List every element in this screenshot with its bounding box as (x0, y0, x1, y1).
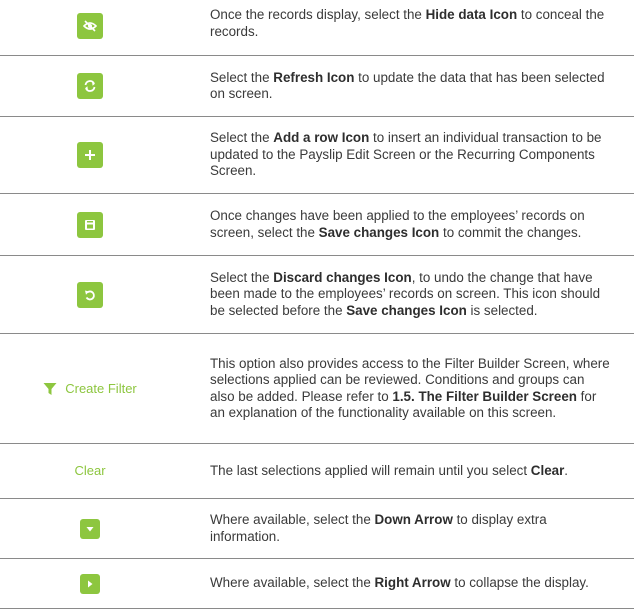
create-filter-button[interactable] (43, 381, 137, 396)
add-row-button[interactable] (77, 142, 103, 168)
description-text: Select the Discard changes Icon, to undo the change that have been made to the employees’ records on screen. This icon should be selected before the Save changes Icon is selected. (210, 269, 601, 318)
table-row-add-row (0, 117, 634, 194)
undo-icon (83, 288, 97, 302)
description-text: Select the Add a row Icon to insert an individual transaction to be updated to the Payslip Edit Screen or the Recurring Components Screen. (210, 130, 602, 179)
icon-cell (0, 194, 180, 255)
save-icon (84, 219, 96, 231)
add-row-icon (84, 149, 96, 161)
description-cell (210, 0, 610, 55)
description-cell (210, 559, 610, 608)
clear-button[interactable]: Clear (74, 462, 106, 478)
down-arrow-icon (85, 524, 95, 534)
refresh-icon (83, 79, 97, 93)
description-cell (210, 256, 610, 333)
icon-cell (0, 559, 180, 608)
description-cell (210, 444, 610, 498)
icon-cell (0, 444, 180, 498)
right-arrow-button[interactable] (80, 574, 100, 594)
description-text: This option also provides access to the Filter Builder Screen, where selections applied can be reviewed. Conditions and groups can also be added. Please refer to 1.5. The Filter Builder Screen for an explanation of the functionality available on this screen. (210, 355, 610, 420)
description-cell (210, 56, 610, 116)
filter-icon (43, 382, 57, 396)
icon-cell (0, 0, 180, 55)
icon-cell (0, 117, 180, 193)
discard-changes-button[interactable] (77, 282, 103, 308)
table-row-refresh (0, 56, 634, 117)
table-row-save-changes (0, 194, 634, 256)
description-cell (210, 117, 610, 193)
description-text: Once changes have been applied to the employees’ records on screen, select the Save changes Icon to commit the changes. (210, 208, 585, 240)
description-text: The last selections applied will remain until you select Clear. (210, 462, 569, 478)
create-filter-label: Create Filter (65, 381, 137, 396)
description-text: Once the records display, select the Hide data Icon to conceal the records. (210, 7, 605, 39)
icon-cell (0, 334, 180, 443)
description-cell (210, 334, 610, 443)
description-text: Where available, select the Down Arrow to display extra information. (210, 512, 547, 544)
table-row-right-arrow (0, 559, 634, 609)
description-cell (210, 499, 610, 558)
table-row-down-arrow (0, 499, 634, 559)
description-text: Where available, select the Right Arrow to collapse the display. (210, 575, 589, 591)
description-cell (210, 194, 610, 255)
table-row-hide-data (0, 0, 634, 56)
down-arrow-button[interactable] (80, 519, 100, 539)
right-arrow-icon (85, 579, 95, 589)
table-row-clear (0, 444, 634, 499)
hide-data-button[interactable] (77, 13, 103, 39)
save-changes-button[interactable] (77, 212, 103, 238)
icon-cell (0, 256, 180, 333)
description-text: Select the Refresh Icon to update the data that has been selected on screen. (210, 69, 605, 101)
hide-data-icon (83, 19, 97, 33)
icon-cell (0, 499, 180, 558)
table-row-discard-changes (0, 256, 634, 334)
refresh-button[interactable] (77, 73, 103, 99)
icon-cell (0, 56, 180, 116)
table-row-create-filter (0, 334, 634, 444)
